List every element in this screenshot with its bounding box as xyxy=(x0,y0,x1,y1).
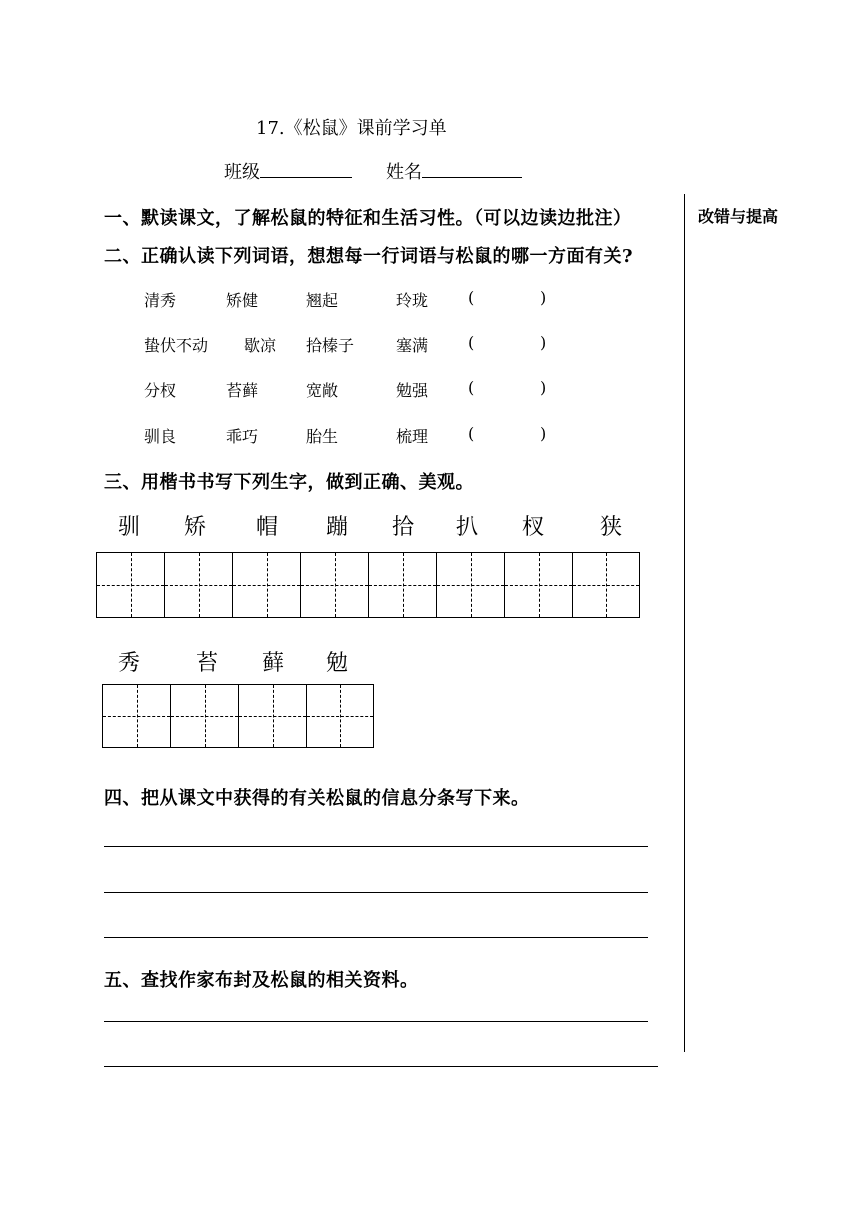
answer-paren-close: ) xyxy=(540,424,547,443)
grid-cell[interactable] xyxy=(369,553,437,617)
word: 梳理 xyxy=(396,427,429,446)
answer-paren-close: ) xyxy=(540,333,547,352)
word: 蛰伏不动 xyxy=(144,336,209,355)
word: 歇凉 xyxy=(244,336,277,355)
answer-paren-open: ( xyxy=(468,288,475,307)
answer-paren-open: ( xyxy=(468,378,475,397)
grid-cell[interactable] xyxy=(307,685,373,747)
answer-line[interactable] xyxy=(104,937,648,938)
grid-cell[interactable] xyxy=(165,553,233,617)
grid-cell[interactable] xyxy=(573,553,639,617)
section-3-heading: 三、用楷书书写下列生字，做到正确、美观。 xyxy=(104,472,474,493)
practice-char: 藓 xyxy=(262,651,285,676)
grid-cell[interactable] xyxy=(233,553,301,617)
answer-line[interactable] xyxy=(104,1066,658,1067)
practice-char: 蹦 xyxy=(326,515,349,540)
practice-char: 杈 xyxy=(522,515,545,540)
answer-line[interactable] xyxy=(104,1021,648,1022)
section-2-heading: 二、正确认读下列词语，想想每一行词语与松鼠的哪一方面有关? xyxy=(104,246,634,267)
page-title: 17.《松鼠》课前学习单 xyxy=(256,118,447,139)
section-5-heading: 五、查找作家布封及松鼠的相关资料。 xyxy=(104,970,419,991)
word: 驯良 xyxy=(144,427,177,446)
practice-char: 帽 xyxy=(256,515,279,540)
section-4-heading: 四、把从课文中获得的有关松鼠的信息分条写下来。 xyxy=(104,788,530,809)
answer-line[interactable] xyxy=(104,892,648,893)
grid-cell[interactable] xyxy=(505,553,573,617)
grid-cell[interactable] xyxy=(437,553,505,617)
word: 宽敞 xyxy=(306,381,339,400)
word: 胎生 xyxy=(306,427,339,446)
word: 清秀 xyxy=(144,291,177,310)
answer-paren-close: ) xyxy=(540,288,547,307)
word: 玲珑 xyxy=(396,291,429,310)
grid-cell[interactable] xyxy=(171,685,239,747)
name-field xyxy=(386,158,522,184)
writing-grid-2[interactable] xyxy=(102,684,374,748)
answer-paren-close: ) xyxy=(540,378,547,397)
word: 拾榛子 xyxy=(306,336,355,355)
word: 翘起 xyxy=(306,291,339,310)
practice-char: 驯 xyxy=(118,515,141,540)
grid-cell[interactable] xyxy=(97,553,165,617)
answer-paren-open: ( xyxy=(468,424,475,443)
practice-char: 狭 xyxy=(600,515,623,540)
practice-char: 秀 xyxy=(118,651,141,676)
practice-char: 勉 xyxy=(326,651,349,676)
word: 勉强 xyxy=(396,381,429,400)
grid-cell[interactable] xyxy=(239,685,307,747)
practice-char: 拾 xyxy=(392,515,415,540)
practice-char: 苔 xyxy=(196,651,219,676)
class-field xyxy=(224,158,352,184)
side-column-label: 改错与提高 xyxy=(698,207,779,226)
practice-char: 扒 xyxy=(456,515,479,540)
name-label: 姓名 xyxy=(386,162,422,183)
word: 矫健 xyxy=(226,291,259,310)
answer-paren-open: ( xyxy=(468,333,475,352)
section-1-heading: 一、默读课文，了解松鼠的特征和生活习性。（可以边读边批注） xyxy=(104,208,632,229)
class-blank[interactable] xyxy=(260,159,352,178)
name-blank[interactable] xyxy=(422,159,522,178)
word: 分杈 xyxy=(144,381,177,400)
grid-cell[interactable] xyxy=(103,685,171,747)
grid-cell[interactable] xyxy=(301,553,369,617)
word: 乖巧 xyxy=(226,427,259,446)
word: 苔藓 xyxy=(226,381,259,400)
margin-divider xyxy=(684,194,685,1052)
practice-char: 矫 xyxy=(184,515,207,540)
answer-line[interactable] xyxy=(104,846,648,847)
class-label: 班级 xyxy=(224,162,260,183)
word: 塞满 xyxy=(396,336,429,355)
writing-grid-1[interactable] xyxy=(96,552,640,618)
